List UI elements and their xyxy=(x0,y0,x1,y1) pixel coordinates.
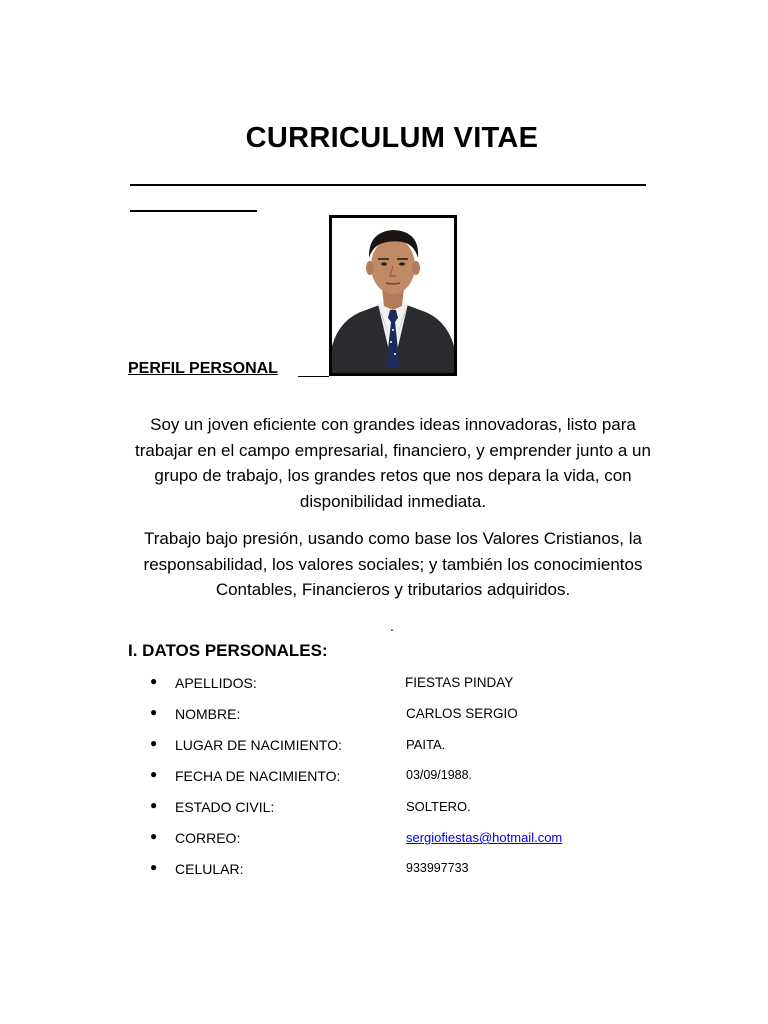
field-value: FIESTAS PINDAY xyxy=(405,675,514,690)
profile-paragraph: Trabajo bajo presión, usando como base los Valores Cristianos, la responsabilidad, los valores sociales; y también los conocimientos Contables, Financieros y tributarios adquiridos. xyxy=(143,529,643,599)
field-value: CARLOS SERGIO xyxy=(406,706,518,721)
document-title: CURRICULUM VITAE xyxy=(245,122,539,154)
field-value: PAITA. xyxy=(406,737,446,752)
field-label: LUGAR DE NACIMIENTO: xyxy=(175,737,342,753)
bullet-icon: ● xyxy=(150,674,158,688)
list-item xyxy=(0,858,768,889)
field-label: ESTADO CIVIL: xyxy=(175,799,275,815)
separator-dot: . xyxy=(390,618,394,634)
field-value: 933997733 xyxy=(406,861,469,875)
field-value: 03/09/1988. xyxy=(406,768,473,782)
field-value: SOLTERO. xyxy=(406,799,471,814)
field-label: APELLIDOS: xyxy=(175,675,257,691)
bullet-icon: ● xyxy=(150,798,158,812)
profile-heading-underline xyxy=(298,376,329,377)
person-portrait-icon xyxy=(332,218,454,373)
list-item xyxy=(0,827,768,858)
profile-paragraph: Soy un joven eficiente con grandes ideas innovadoras, listo para trabajar en el campo empresarial, financiero, y emprender junto a un grupo de trabajo, los grandes retos que nos depara la vida, con disponibilidad inmediata. xyxy=(135,415,651,511)
field-label: CORREO: xyxy=(175,830,241,846)
list-item xyxy=(0,796,768,827)
personal-data-heading: I. DATOS PERSONALES: xyxy=(128,641,328,660)
email-link[interactable]: sergiofiestas@hotmail.com xyxy=(406,830,563,845)
bullet-icon: ● xyxy=(150,829,158,843)
title-underline-short xyxy=(130,210,257,212)
field-label: CELULAR: xyxy=(175,861,244,877)
bullet-icon: ● xyxy=(150,736,158,750)
list-item xyxy=(0,765,768,796)
bullet-icon: ● xyxy=(150,860,158,874)
field-label: FECHA DE NACIMIENTO: xyxy=(175,768,341,784)
profile-photo xyxy=(329,215,457,376)
list-item xyxy=(0,703,768,734)
personal-data-list xyxy=(0,672,768,889)
title-underline-long xyxy=(130,184,646,186)
list-item xyxy=(0,672,768,703)
field-label: NOMBRE: xyxy=(175,706,241,722)
bullet-icon: ● xyxy=(150,767,158,781)
bullet-icon: ● xyxy=(150,705,158,719)
list-item xyxy=(0,734,768,765)
profile-heading: PERFIL PERSONAL xyxy=(128,360,278,377)
